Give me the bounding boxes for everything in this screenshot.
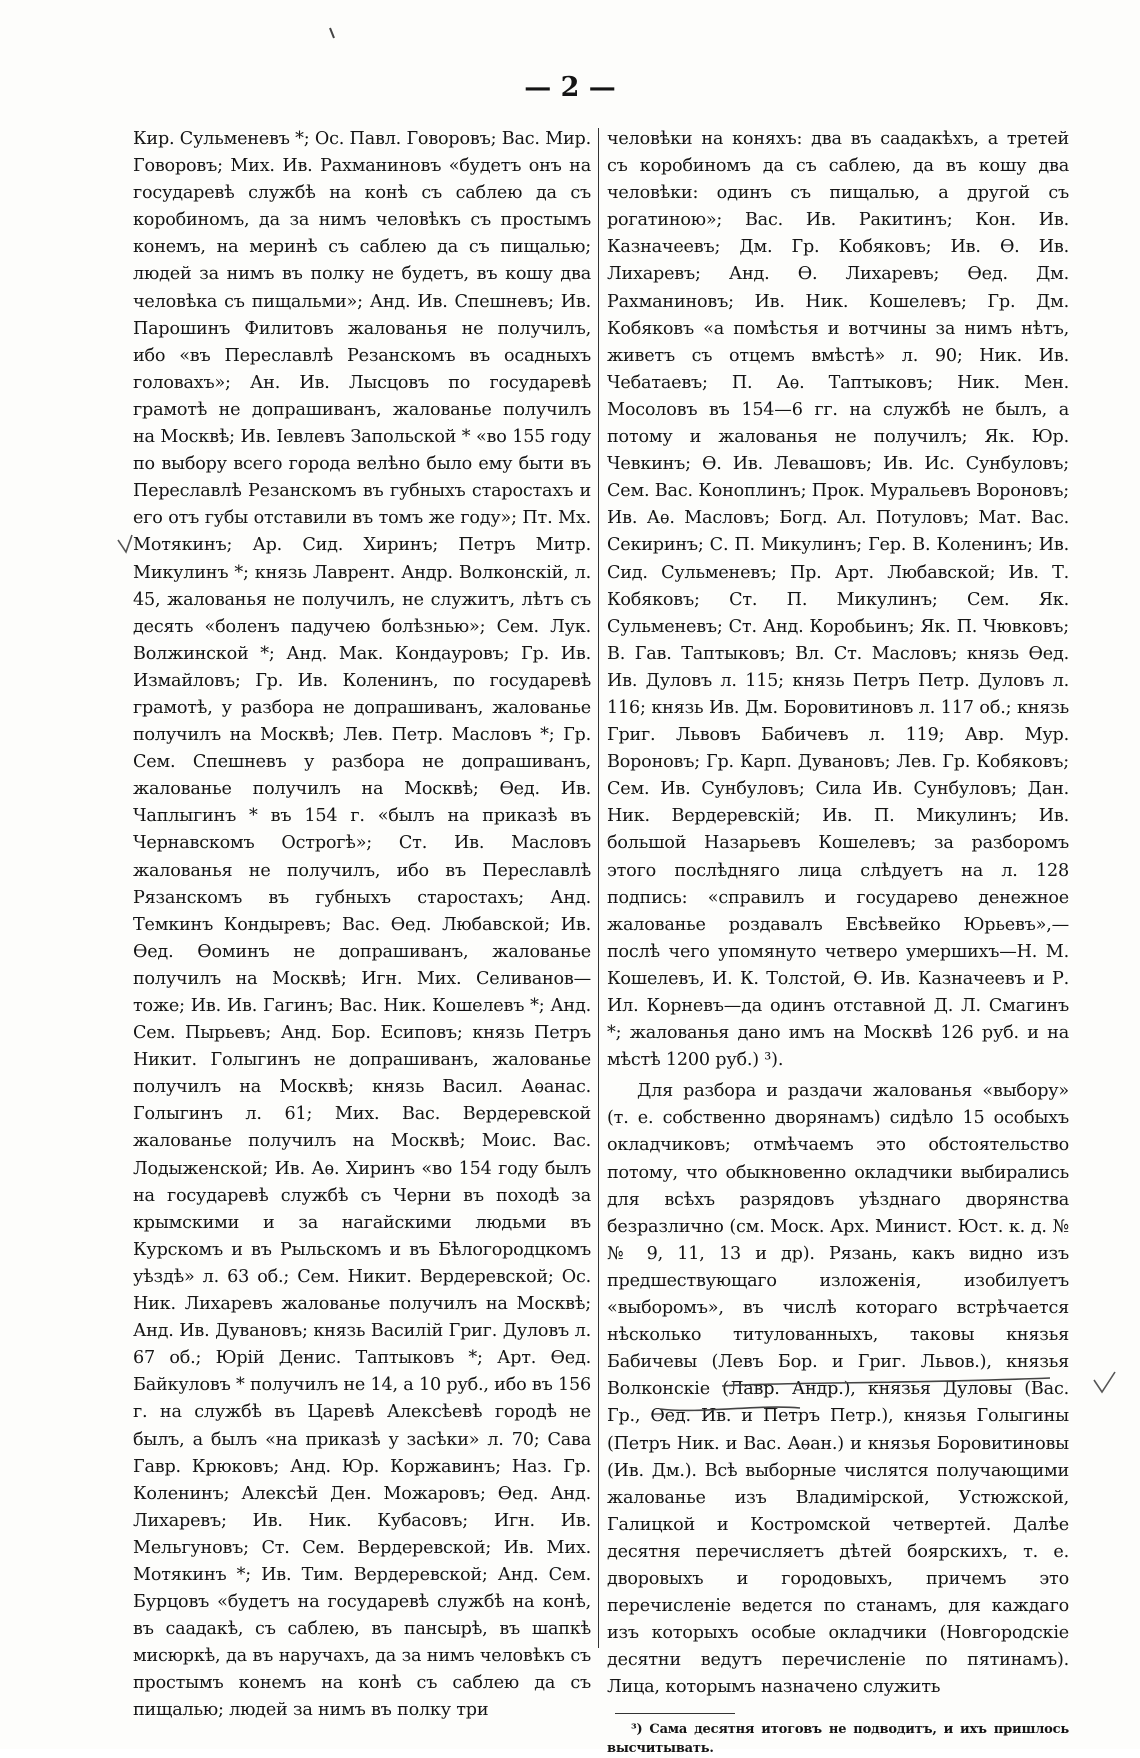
column-divider bbox=[598, 128, 599, 1648]
left-column bbox=[133, 126, 591, 1725]
page-number: — 2 — bbox=[524, 72, 616, 103]
footnote: ³) Сама десятня итоговъ не подводитъ, и ихъ пришлось высчитывать. bbox=[607, 1722, 1069, 1757]
left-column-text: Кир. Сульменевъ *; Ос. Павл. Говоровъ; Вас. Мир. Говоровъ; Мих. Ив. Рахманиновъ «будетъ онъ на государевѣ службѣ на конѣ съ саблею да съ коробиномъ, да за нимъ человѣкъ съ простымъ конемъ, на меринѣ съ саблею да съ пищалью; людей за нимъ въ полку не будетъ, въ кошу два человѣка съ пищальми»; Анд. Ив. Спешневъ; Ив. Парошинъ Филитовъ жалованья не получилъ, ибо «въ Переславлѣ Резанскомъ въ осадныхъ головахъ»; Ан. Ив. Лысцовъ по государевѣ грамотѣ не допрашиванъ, жалованье получилъ на Москвѣ; Ив. Іевлевъ Запольской * «во 155 году по выбору всего города велѣно было ему быти въ Переславлѣ Резанскомъ въ губныхъ старостахъ и его отъ губы отставили въ томъ же году»; Пт. Мх. Мотякинъ; Ар. Сид. Хиринъ; Петръ Митр. Микулинъ *; князь Лаврент. Андр. Волконскій, л. 45, жалованья не получилъ, не служитъ, лѣтъ съ десять «боленъ падучею болѣзнью»; Сем. Лук. Волжинской *; Анд. Мак. Кондауровъ; Гр. Ив. Измайловъ; Гр. Ив. Коленинъ, по государевѣ грамотѣ, у разбора не допрашиванъ, жалованье получилъ на Москвѣ; Лев. Петр. Масловъ *; Гр. Сем. Спешневъ у разбора не допрашиванъ, жалованье получилъ на Москвѣ; Ѳед. Ив. Чаплыгинъ * въ 154 г. «былъ на приказѣ въ Чернавскомъ Острогѣ»; Ст. Ив. Масловъ жалованья не получилъ, ибо въ Переславлѣ Рязанскомъ въ губныхъ старостахъ; Анд. Темкинъ Кондыревъ; Вас. Ѳед. Любавской; Ив. Ѳед. Ѳоминъ не допрашиванъ, жалованье получилъ на Москвѣ; Игн. Мих. Селиванов—тоже; Ив. Ив. Гагинъ; Вас. Ник. Кошелевъ *; Анд. Сем. Пырьевъ; Анд. Бор. Есиповъ; князь Петръ Никит. Голыгинъ не допрашиванъ, жалованье получилъ на Москвѣ; князь Васил. Аѳанас. Голыгинъ л. 61; Мих. Вас. Вердеревской жалованье получилъ на Москвѣ; Моис. Вас. Лодыженской; Ив. Аѳ. Хиринъ «во 154 году былъ на государевѣ службѣ съ Черни въ походѣ за крымскими и за нагайскими людьми въ Курскомъ и въ Рыльскомъ и въ Бѣлогородцкомъ уѣздѣ» л. 63 об.; Сем. Никит. Вердеревской; Ос. Ник. Лихаревъ жалованье получилъ на Москвѣ; Анд. Ив. Дувановъ; князь Василій Григ. Дуловъ л. 67 об.; Юрій Денис. Таптыковъ *; Арт. Ѳед. Байкуловъ * получилъ не 14, а 10 руб., ибо въ 156 г. на службѣ въ Царевѣ Алексѣевѣ городѣ не былъ, а былъ «на приказѣ у засѣки» л. 70; Сава Гавр. Крюковъ; Анд. Юр. Коржавинъ; Наз. Гр. Коленинъ; Алексѣй Ден. Можаровъ; Ѳед. Анд. Лихаревъ; Ив. Ник. Кубасовъ; Игн. Ив. Мельгуновъ; Ст. Сем. Вердеревской; Ив. Мих. Мотякинъ *; Ив. Тим. Вердеревской; Анд. Сем. Бурцовъ «будетъ на государевѣ службѣ на конѣ, въ саадакѣ, съ саблею, въ пансырѣ, въ шапкѣ мисюркѣ, да въ наручахъ, да за нимъ человѣкъ съ простымъ конемъ на конѣ съ саблею да съ пищалью; людей за нимъ въ полку три bbox=[133, 129, 591, 1721]
pencil-tick-top bbox=[330, 28, 334, 38]
pencil-check-right bbox=[1094, 1372, 1115, 1392]
pencil-check-left bbox=[118, 535, 132, 552]
right-column-paragraph-1: человѣки на коняхъ: два въ саадакѣхъ, а третей съ коробиномъ да съ саблею, да въ кошу два человѣки: одинъ съ пищалью, а другой съ рогатиною»; Вас. Ив. Ракитинъ; Кон. Ив. Казначеевъ; Дм. Гр. Кобяковъ; Ив. Ѳ. Ив. Лихаревъ; Анд. Ѳ. Лихаревъ; Ѳед. Дм. Рахманиновъ; Ив. Ник. Кошелевъ; Гр. Дм. Кобяковъ «а помѣстья и вотчины за нимъ нѣтъ, живетъ съ отцемъ вмѣстѣ» л. 90; Ник. Ив. Чебатаевъ; П. Аѳ. Таптыковъ; Ник. Мен. Мосоловъ въ 154—6 гг. на службѣ не былъ, а потому и жалованья не получилъ; Як. Юр. Чевкинъ; Ѳ. Ив. Левашовъ; Ив. Ис. Сунбуловъ; Сем. Вас. Коноплинъ; Прок. Муральевъ Вороновъ; Ив. Аѳ. Масловъ; Богд. Ал. Потуловъ; Мат. Вас. Секиринъ; С. П. Микулинъ; Гер. В. Коленинъ; Ив. Сид. Сульменевъ; Пр. Арт. Любавской; Ив. Т. Кобяковъ; Ст. П. Микулинъ; Сем. Як. Сульменевъ; Ст. Анд. Коробьинъ; Як. П. Чювковъ; В. Гав. Таптыковъ; Вл. Ст. Масловъ; князь Ѳед. Ив. Дуловъ л. 115; князь Петръ Петр. Дуловъ л. 116; князь Ив. Дм. Боровитиновъ л. 117 об.; князь Григ. Львовъ Бабичевъ л. 119; Авр. Мур. Вороновъ; Гр. Карп. Дувановъ; Лев. Гр. Кобяковъ; Сем. Ив. Сунбуловъ; Сила Ив. Сунбуловъ; Дан. Ник. Вердеревскій; Ив. П. Микулинъ; Ив. большой Назарьевъ Кошелевъ; за разборомъ этого послѣдняго лица слѣдуетъ на л. 128 подпись: «справилъ и государево денежное жалованье роздавалъ Евсѣвейко Юрьевъ»,—послѣ чего упомянуто четверо умершихъ—Н. М. Кошелевъ, И. К. Толстой, Ѳ. Ив. Казначеевъ и Р. Ил. Корневъ—да одинъ отставной Д. Л. Смагинъ *; жалованья дано имъ на Москвѣ 126 руб. и на мѣстѣ 1200 руб.) ³). bbox=[607, 129, 1069, 1071]
footnote-rule bbox=[615, 1713, 735, 1714]
right-column-paragraph-2: Для разбора и раздачи жалованья «выбору» (т. е. собственно дворянамъ) сидѣло 15 особыхъ окладчиковъ; отмѣчаемъ это обстоятельство потому, что обыкновенно окладчики выбирались для всѣхъ разрядовъ уѣзднаго дворянства безразлично (см. Моск. Арх. Минист. Юст. к. д. №№ 9, 11, 13 и др). Рязань, какъ видно изъ предшествующаго изложенія, изобилуетъ «выборомъ», въ числѣ котораго встрѣчается нѣсколько титулованныхъ, таковы князья Бабичевы (Левъ Бор. и Григ. Львов.), князья Волконскіе (Лавр. Андр.), князья Дуловы (Вас. Гр., Ѳед. Ив. и Петръ Петр.), князья Голыгины (Петръ Ник. и Вас. Аѳан.) и князья Боровитиновы (Ив. Дм.). Всѣ выборные числятся получающими жалованье изъ Владимірской, Устюжской, Галицкой и Костромской четвертей. Далѣе десятня перечисляетъ дѣтей боярскихъ, т. е. дворовыхъ и городовыхъ, причемъ это перечисленіе ведется по станамъ, для каждаго изъ которыхъ особые окладчики (Новгородскіе десятни ведутъ перечисленіе по пятинамъ). Лица, которымъ назначено служить bbox=[607, 1081, 1069, 1698]
right-column bbox=[607, 126, 1069, 1758]
